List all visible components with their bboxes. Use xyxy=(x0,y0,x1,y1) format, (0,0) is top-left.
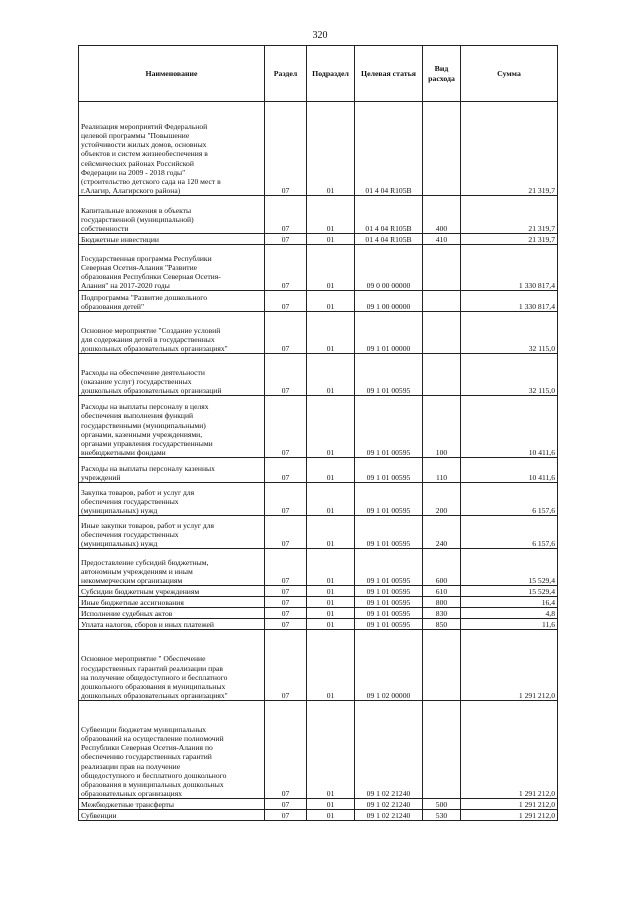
cell-expense-type xyxy=(423,245,461,291)
cell-section: 07 xyxy=(265,234,307,245)
cell-expense-type: 110 xyxy=(423,458,461,483)
cell-expense-type: 830 xyxy=(423,608,461,619)
table-row xyxy=(79,799,558,810)
budget-table xyxy=(78,45,558,821)
cell-section: 07 xyxy=(265,597,307,608)
cell-subsection: 01 xyxy=(307,810,355,821)
cell-expense-type: 240 xyxy=(423,516,461,549)
cell-section: 07 xyxy=(265,196,307,234)
cell-subsection: 01 xyxy=(307,291,355,312)
cell-subsection: 01 xyxy=(307,516,355,549)
cell-sum: 15 529,4 xyxy=(461,586,558,597)
table-row xyxy=(79,396,558,458)
cell-subsection: 01 xyxy=(307,102,355,196)
table-row xyxy=(79,701,558,799)
cell-section: 07 xyxy=(265,810,307,821)
cell-sum: 6 157,6 xyxy=(461,516,558,549)
cell-name: Реализация мероприятий Федеральной целевой программы "Повышение устойчивости жилых домов, основных объектов и систем жизнеобеспечения в сейсмических районах Российской Федерации на 2009 - 2018 годы" (строительство детского сада на 120 мест в г.Алагир, Алагирского района) xyxy=(79,102,265,196)
cell-sum: 21 319,7 xyxy=(461,234,558,245)
cell-section: 07 xyxy=(265,586,307,597)
cell-sum: 4,8 xyxy=(461,608,558,619)
cell-sum: 21 319,7 xyxy=(461,102,558,196)
cell-subsection: 01 xyxy=(307,619,355,630)
cell-name: Иные бюджетные ассигнования xyxy=(79,597,265,608)
cell-name: Уплата налогов, сборов и иных платежей xyxy=(79,619,265,630)
cell-target: 09 1 01 00595 xyxy=(355,597,423,608)
cell-expense-type: 410 xyxy=(423,234,461,245)
table-row xyxy=(79,549,558,586)
cell-target: 01 4 04 R105B xyxy=(355,196,423,234)
cell-subsection: 01 xyxy=(307,234,355,245)
cell-expense-type xyxy=(423,291,461,312)
cell-name: Расходы на обеспечение деятельности (оказание услуг) государственных дошкольных образовательных организаций xyxy=(79,354,265,396)
cell-name: Иные закупки товаров, работ и услуг для обеспечения государственных (муниципальных) нужд xyxy=(79,516,265,549)
header-subsection: Подраздел xyxy=(307,46,355,102)
cell-name: Закупка товаров, работ и услуг для обеспечения государственных (муниципальных) нужд xyxy=(79,483,265,516)
table-row xyxy=(79,597,558,608)
table-row xyxy=(79,810,558,821)
cell-expense-type xyxy=(423,102,461,196)
cell-target: 09 1 02 21240 xyxy=(355,810,423,821)
cell-expense-type xyxy=(423,354,461,396)
header-name: Наименование xyxy=(79,46,265,102)
cell-sum: 15 529,4 xyxy=(461,549,558,586)
header-sum: Сумма xyxy=(461,46,558,102)
cell-subsection: 01 xyxy=(307,630,355,701)
cell-subsection: 01 xyxy=(307,354,355,396)
cell-subsection: 01 xyxy=(307,312,355,354)
cell-name: Основное мероприятие " Обеспечение государственных гарантий реализации прав на получение общедоступного и бесплатного дошкольного образования в муниципальных дошкольных образовательных организациях" xyxy=(79,630,265,701)
cell-sum: 1 291 212,0 xyxy=(461,630,558,701)
cell-sum: 1 291 212,0 xyxy=(461,799,558,810)
cell-section: 07 xyxy=(265,102,307,196)
table-row xyxy=(79,245,558,291)
cell-subsection: 01 xyxy=(307,597,355,608)
cell-expense-type: 850 xyxy=(423,619,461,630)
table-header-row xyxy=(79,46,558,102)
cell-expense-type: 500 xyxy=(423,799,461,810)
cell-section: 07 xyxy=(265,483,307,516)
cell-target: 09 1 02 00000 xyxy=(355,630,423,701)
cell-expense-type: 100 xyxy=(423,396,461,458)
cell-section: 07 xyxy=(265,630,307,701)
table-row xyxy=(79,630,558,701)
cell-name: Подпрограмма "Развитие дошкольного образования детей" xyxy=(79,291,265,312)
cell-expense-type: 530 xyxy=(423,810,461,821)
table-row xyxy=(79,102,558,196)
cell-target: 09 1 01 00595 xyxy=(355,483,423,516)
cell-sum: 1 291 212,0 xyxy=(461,810,558,821)
table-row xyxy=(79,516,558,549)
cell-expense-type: 610 xyxy=(423,586,461,597)
cell-name: Предоставление субсидий бюджетным, автономным учреждениям и иным некоммерческим организациям xyxy=(79,549,265,586)
cell-target: 09 1 02 21240 xyxy=(355,701,423,799)
cell-section: 07 xyxy=(265,396,307,458)
table-row xyxy=(79,483,558,516)
table-row xyxy=(79,312,558,354)
cell-section: 07 xyxy=(265,608,307,619)
cell-sum: 32 115,0 xyxy=(461,312,558,354)
cell-sum: 32 115,0 xyxy=(461,354,558,396)
cell-name: Субвенции xyxy=(79,810,265,821)
cell-section: 07 xyxy=(265,245,307,291)
cell-subsection: 01 xyxy=(307,483,355,516)
cell-expense-type xyxy=(423,701,461,799)
cell-name: Бюджетные инвестиции xyxy=(79,234,265,245)
cell-name: Государственная программа Республики Северная Осетия-Алания "Развитие образования Республики Северная Осетия- Алания" на 2017-2020 годы xyxy=(79,245,265,291)
cell-target: 09 1 01 00595 xyxy=(355,516,423,549)
cell-subsection: 01 xyxy=(307,196,355,234)
cell-target: 01 4 04 R105B xyxy=(355,102,423,196)
cell-name: Субвенции бюджетам муниципальных образований на осуществление полномочий Республики Северная Осетия-Алания по обеспечению государственных гарантий реализации прав на получение общедоступного и бесплатного дошкольного образования в муниципальных дошкольных образовательных организациях xyxy=(79,701,265,799)
cell-target: 09 1 01 00595 xyxy=(355,619,423,630)
cell-target: 09 1 01 00595 xyxy=(355,354,423,396)
cell-sum: 10 411,6 xyxy=(461,458,558,483)
cell-sum: 21 319,7 xyxy=(461,196,558,234)
cell-subsection: 01 xyxy=(307,245,355,291)
cell-expense-type xyxy=(423,630,461,701)
cell-expense-type: 600 xyxy=(423,549,461,586)
cell-subsection: 01 xyxy=(307,458,355,483)
cell-subsection: 01 xyxy=(307,396,355,458)
cell-target: 09 0 00 00000 xyxy=(355,245,423,291)
cell-target: 09 1 01 00595 xyxy=(355,396,423,458)
cell-sum: 1 330 817,4 xyxy=(461,245,558,291)
cell-section: 07 xyxy=(265,549,307,586)
cell-name: Межбюджетные трансферты xyxy=(79,799,265,810)
cell-name: Расходы на выплаты персоналу в целях обеспечения выполнения функций государственными (муниципальными) органами, казенными учреждениями, органами управления государственными внебюджетными фондами xyxy=(79,396,265,458)
cell-expense-type: 400 xyxy=(423,196,461,234)
cell-target: 09 1 01 00595 xyxy=(355,586,423,597)
cell-target: 09 1 01 00595 xyxy=(355,458,423,483)
table-row xyxy=(79,608,558,619)
cell-name: Основное мероприятие "Создание условий для содержания детей в государственных дошкольных образовательных организациях" xyxy=(79,312,265,354)
cell-expense-type xyxy=(423,312,461,354)
cell-subsection: 01 xyxy=(307,701,355,799)
cell-sum: 1 330 817,4 xyxy=(461,291,558,312)
cell-target: 09 1 01 00595 xyxy=(355,608,423,619)
cell-section: 07 xyxy=(265,701,307,799)
cell-subsection: 01 xyxy=(307,799,355,810)
header-section: Раздел xyxy=(265,46,307,102)
cell-target: 01 4 04 R105B xyxy=(355,234,423,245)
cell-section: 07 xyxy=(265,516,307,549)
table-row xyxy=(79,619,558,630)
cell-subsection: 01 xyxy=(307,586,355,597)
cell-target: 09 1 01 00595 xyxy=(355,549,423,586)
table-row xyxy=(79,586,558,597)
cell-name: Исполнение судебных актов xyxy=(79,608,265,619)
cell-sum: 16,4 xyxy=(461,597,558,608)
header-target: Целевая статья xyxy=(355,46,423,102)
cell-name: Расходы на выплаты персоналу казенных учреждений xyxy=(79,458,265,483)
cell-expense-type: 800 xyxy=(423,597,461,608)
cell-subsection: 01 xyxy=(307,608,355,619)
cell-section: 07 xyxy=(265,799,307,810)
cell-section: 07 xyxy=(265,458,307,483)
table-row xyxy=(79,234,558,245)
cell-sum: 11,6 xyxy=(461,619,558,630)
cell-target: 09 1 02 21240 xyxy=(355,799,423,810)
cell-section: 07 xyxy=(265,291,307,312)
cell-sum: 6 157,6 xyxy=(461,483,558,516)
cell-sum: 10 411,6 xyxy=(461,396,558,458)
header-expense-type: Вид расхода xyxy=(423,46,461,102)
cell-section: 07 xyxy=(265,619,307,630)
table-row xyxy=(79,354,558,396)
cell-name: Субсидии бюджетным учреждениям xyxy=(79,586,265,597)
cell-name: Капитальные вложения в объекты государственной (муниципальной) собственности xyxy=(79,196,265,234)
table-row xyxy=(79,196,558,234)
cell-target: 09 1 00 00000 xyxy=(355,291,423,312)
cell-target: 09 1 01 00000 xyxy=(355,312,423,354)
cell-section: 07 xyxy=(265,312,307,354)
table-row xyxy=(79,291,558,312)
cell-section: 07 xyxy=(265,354,307,396)
cell-subsection: 01 xyxy=(307,549,355,586)
cell-expense-type: 200 xyxy=(423,483,461,516)
cell-sum: 1 291 212,0 xyxy=(461,701,558,799)
table-row xyxy=(79,458,558,483)
page-number: 320 xyxy=(312,30,328,41)
